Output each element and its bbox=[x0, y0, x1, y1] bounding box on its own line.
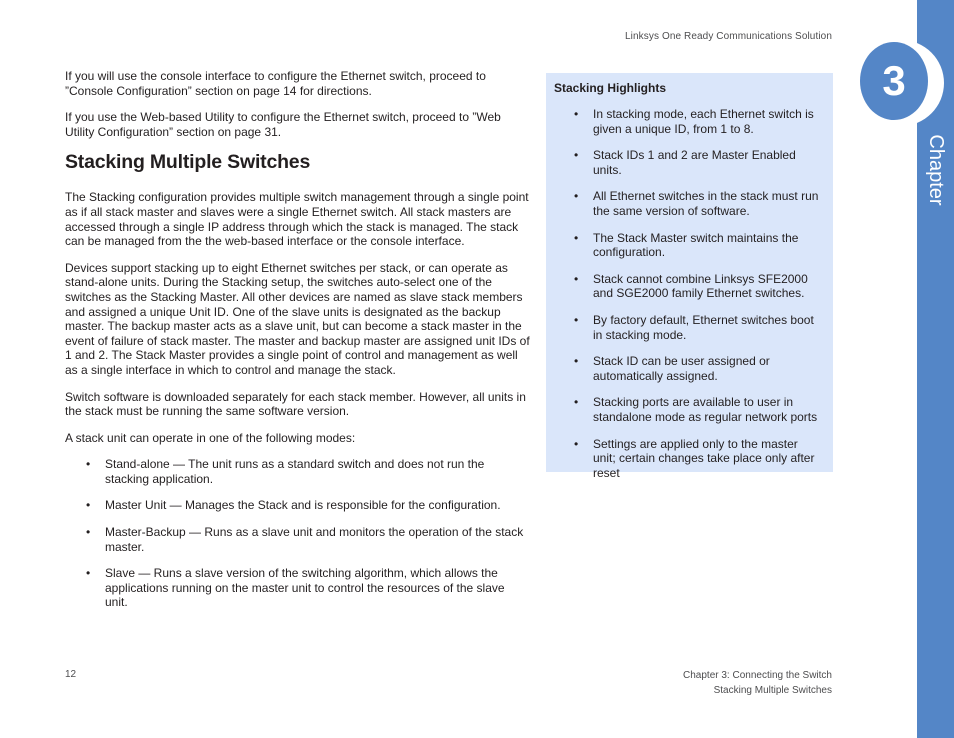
intro-paragraph: If you will use the console interface to configure the Ethernet switch, proceed to ”Console Configuration” section on page 14 for directions. bbox=[65, 69, 486, 98]
list-item: • All Ethernet switches in the stack must run the same version of software. bbox=[554, 189, 821, 218]
list-item: • Master-Backup — Runs as a slave unit and monitors the operation of the stack master. bbox=[65, 525, 530, 554]
header-title: Linksys One Ready Communications Solution bbox=[625, 31, 832, 42]
body-paragraph: A stack unit can operate in one of the following modes: bbox=[65, 430, 356, 445]
list-item: • Stand-alone — The unit runs as a standard switch and does not run the stacking application. bbox=[65, 457, 530, 486]
chapter-label: Chapter bbox=[925, 134, 947, 206]
list-item: • Stack IDs 1 and 2 are Master Enabled units. bbox=[554, 148, 821, 177]
footer-chapter-info bbox=[683, 669, 832, 698]
list-item: • Master Unit — Manages the Stack and is responsible for the configuration. bbox=[65, 498, 530, 513]
footer-section-title: Stacking Multiple Switches bbox=[713, 684, 832, 696]
list-item: • Stack ID can be user assigned or automatically assigned. bbox=[554, 354, 821, 383]
list-item: • The Stack Master switch maintains the configuration. bbox=[554, 231, 821, 260]
list-item: • Stack cannot combine Linksys SFE2000 and SGE2000 family Ethernet switches. bbox=[554, 272, 821, 301]
stacking-highlights-box bbox=[546, 73, 833, 480]
list-item: • Settings are applied only to the master unit; certain changes take place only after reset bbox=[554, 437, 821, 481]
highlights-list bbox=[554, 107, 821, 480]
list-item: • In stacking mode, each Ethernet switch is given a unique ID, from 1 to 8. bbox=[554, 107, 821, 136]
chapter-number-badge: 3 bbox=[860, 42, 928, 120]
intro-paragraph: If you use the Web-based Utility to configure the Ethernet switch, proceed to ”Web Utility Configuration” section on page 31. bbox=[65, 110, 501, 139]
body-paragraph: The Stacking configuration provides multiple switch management through a single point as if all stack master and slaves were a single Ethernet switch. All stack masters are accessed through a single IP address through which the stack is managed. The stack can be managed from the the web-based interface or the console interface. bbox=[65, 190, 529, 249]
body-paragraph: Switch software is downloaded separately for each stack member. However, all units in the stack must be running the same software version. bbox=[65, 389, 526, 419]
footer-chapter-title: Chapter 3: Connecting the Switch bbox=[683, 670, 832, 681]
modes-list bbox=[65, 457, 530, 610]
list-item: • Stacking ports are available to user in standalone mode as regular network ports bbox=[554, 395, 821, 424]
page-number: 12 bbox=[65, 669, 77, 680]
highlights-title: Stacking Highlights bbox=[554, 81, 667, 95]
list-item: • By factory default, Ethernet switches boot in stacking mode. bbox=[554, 313, 821, 342]
section-heading: Stacking Multiple Switches bbox=[65, 151, 311, 174]
main-content bbox=[65, 69, 530, 622]
body-paragraph: Devices support stacking up to eight Ethernet switches per stack, or can operate as stand-alone units. During the Stacking setup, the switches auto-select one of the switches as the Stacking Master. All other devices are named as slave stack members and assigned a unique Unit ID. One of the slave units is designated as the backup master. The backup master acts as a slave unit, but can become a stack master in the event of failure of stack master. The master and backup master are assigned unit IDs of 1 and 2. The Stack Master provides a single point of control and management as well as a single interface in which to control and manage the stack. bbox=[65, 260, 530, 377]
list-item: • Slave — Runs a slave version of the switching algorithm, which allows the applications running on the master unit to control the resources of the slave unit. bbox=[65, 566, 530, 610]
